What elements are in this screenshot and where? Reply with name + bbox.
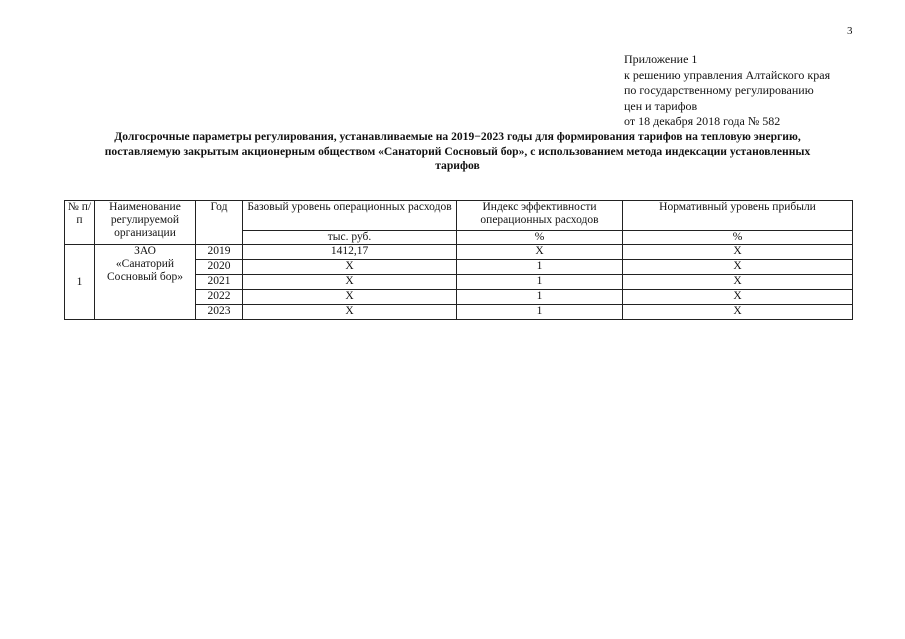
appendix-block [624,52,830,130]
cell-base: X [243,275,457,290]
cell-base: X [243,305,457,320]
document-title [55,130,860,174]
appendix-line-3: по государственному регулированию [624,83,814,97]
header-index: Индекс эффективности операционных расходов [457,201,623,231]
unit-profit: % [623,231,853,245]
unit-base: тыс. руб. [243,231,457,245]
appendix-line-4: цен и тарифов [624,98,698,113]
cell-year: 2022 [196,290,243,305]
cell-index: 1 [457,260,623,275]
cell-year: 2021 [196,275,243,290]
header-year: Год [196,201,243,245]
title-line-2: поставляемую закрытым акционерным обществом «Санаторий Сосновый бор», с использованием метода индексации установленных [104,144,811,158]
org-line-2: «Санаторий [115,258,175,270]
appendix-line-5: от 18 декабря 2018 года № 582 [624,114,781,128]
cell-index: X [457,245,623,260]
org-line-3: Сосновый бор» [106,271,183,283]
cell-profit: X [623,305,853,320]
cell-year: 2023 [196,305,243,320]
header-base: Базовый уровень операционных расходов [243,201,457,231]
cell-profit: X [623,260,853,275]
cell-year: 2020 [196,260,243,275]
cell-profit: X [623,290,853,305]
parameters-table [64,200,853,320]
header-profit: Нормативный уровень прибыли [623,201,853,231]
header-num: № п/п [65,201,95,245]
title-line-3: тарифов [435,159,480,172]
title-line-1: Долгосрочные параметры регулирования, устанавливаемые на 2019−2023 годы для формирования тарифов на тепловую энергию, [114,130,801,143]
table-row [65,245,853,260]
cell-index: 1 [457,290,623,305]
table-header-row [65,201,853,231]
org-line-1: ЗАО [134,245,156,257]
header-org: Наименование регулируемой организации [95,201,196,245]
cell-base: X [243,290,457,305]
appendix-line-1: Приложение 1 [624,52,698,66]
unit-index: % [457,231,623,245]
organization-name [95,245,196,320]
page-number: 3 [847,25,853,37]
cell-base: X [243,260,457,275]
row-number: 1 [65,245,95,320]
cell-profit: X [623,275,853,290]
cell-profit: X [623,245,853,260]
appendix-line-2: к решению управления Алтайского края [624,67,831,82]
cell-index: 1 [457,275,623,290]
cell-year: 2019 [196,245,243,260]
cell-index: 1 [457,305,623,320]
cell-base: 1412,17 [243,245,457,260]
